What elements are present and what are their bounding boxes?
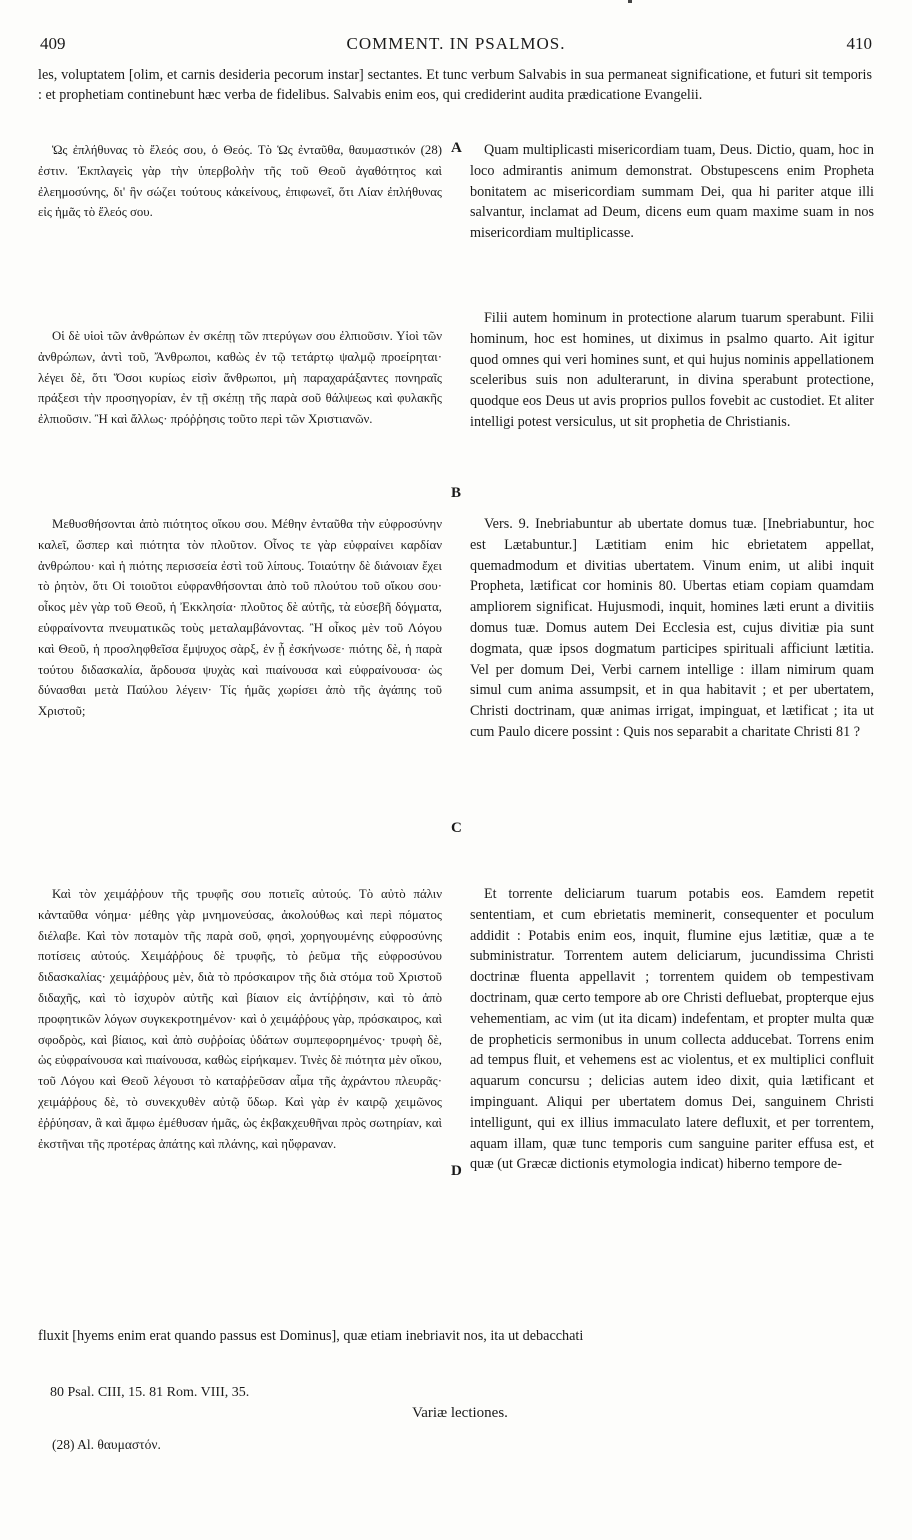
greek-paragraph-2: Οἱ δὲ υἱοὶ τῶν ἀνθρώπων ἐν σκέπῃ τῶν πτερύγων σου ἐλπιοῦσιν. Υἱοὶ τῶν ἀνθρώπων, ἀντὶ τοῦ, Ἄνθρωποι, καθὼς ἐν τῷ τετάρτῳ ψαλμῷ προείρηται· λέγει δὲ, ὅτι Ὅσοι κυρίως εἰσὶν ἄνθρωποι, μὴ παραχαράξαντες πονηραῖς πράξεσι τὴν προσηγορίαν, ἐν τῇ σκέπῃ τῆς παρὰ σοῦ θάλψεως καὶ φυλακῆς ἐλπιοῦσιν. Ἢ καὶ ἄλλως· πρόῤῥησις τοῦτο περὶ τῶν Χριστιανῶν. [38,329,442,427]
latin-paragraph-1: Quam multiplicasti misericordiam tuam, Deus. Dictio, quam, hoc in loco admirantis animum demonstrat. Obstupescens enim Propheta bonitatem ac misericordiam summam Dei, qua hi pariter atque illi salvantur, inclamat ad Deum, dicens eum quam maxime suam in nos misericordiam multiplicasse. [470,142,874,242]
greek-paragraph-3: Μεθυσθήσονται ἀπὸ πιότητος οἴκου σου. Μέθην ἐνταῦθα τὴν εὐφροσύνην καλεῖ, ὥσπερ καὶ πιότητα τὸν πλοῦτον. Οἶνος τε γὰρ εὐφραίνει καρδίαν ἀνθρώπου· καὶ ἡ πιότης περισσεία ἐστὶ τοῦ λίπους. Τοιαύτην δὲ διάνοιαν ἔχει τὸ ῥητὸν, ὅτι Οἱ τοιοῦτοι εὐφρανθήσονται ἀπὸ τοῦ πλούτου τοῦ οἴκου σου· οἶκος μὲν γὰρ τοῦ Θεοῦ, ἡ Ἐκκλησία· πλοῦτος δὲ αὐτῆς, τὰ εὐσεβῆ δόγματα, εὐφραίνοντα πνευματικῶς τοὺς μεταλαμβάνοντας. Ἢ οἶκος μὲν τοῦ Λόγου καὶ Θεοῦ, ἡ προσληφθεῖσα ἔμψυχος σὰρξ, ἐν ᾗ ἐσκήνωσε· πιότης δὲ, ἡ παρὰ τούτου διδασκαλία, ἄρδουσα ψυχὰς καὶ πιαίνουσα καὶ εὐφραίνουσα· ὡς δύνασθαι μετὰ Παύλου λέγειν· Τίς ἡμᾶς χωρίσει ἀπὸ τῆς ἀγάπης τοῦ Χριστοῦ; [38,517,442,719]
margin-marker-a: A [451,140,462,156]
page-number-right: 410 [846,34,872,53]
latin-paragraph-4: Et torrente deliciarum tuarum potabis eos. Eamdem repetit sententiam, et cum ebrietatis meminerit, consequenter et poculum addidit : Potabis enim eos, inquit, flumine ejus lætitiæ, quæ a te subministratur. Torrentem autem deliciarum, jucundissima Christi doctrinæ fluenta appellavit ; torrentem quidem ob tempestivam doctrinam, quæ certo tempore ab ore Christi defluebat, propterque ejus vehementiam, ac vim (ut ita dicam) indefentam, et propter multa quæ de propheticis sermonibus in unum collecta adducebat. Torrens enim ad tempus fluit, et vehemens est ac violentus, et ex multiplici confluit aquarum concursu ; delicias autem ideo dixit, quia lætificant et impinguant. Aliqui per ubertatem domus Dei, sanguinem Christi intelligunt, qui ex illius immaculato latere defluxit, et per torrentem, aquam illam, quæ tunc temporis cum sanguine pariter effusa est, et quæ (ut Græcæ dictionis etymologia indicat) hiberno tempore de- [470,886,874,1173]
greek-paragraph-1: Ὡς ἐπλήθυνας τὸ ἔλεός σου, ὁ Θεός. Τὸ Ὡς ἐνταῦθα, θαυμαστικόν (28) ἐστιν. Ἐκπλαγεὶς γὰρ τὴν ὑπερβολὴν τῆς τοῦ Θεοῦ ἀγαθότητος καὶ ἐλεημοσύνης, δι' ἣν σώζει τούτους κἀκείνους, ἐπιφωνεῖ, ὅτι Λίαν ἐπλήθυνας εἰς ἡμᾶς τὸ ἔλεός σου. [38,143,442,220]
print-mark [628,0,632,3]
latin-paragraph-2: Filii autem hominum in protectione alarum tuarum sperabunt. Filii hominum, hoc est homines, ut diximus in psalmo quarto. Ait igitur quod omnes qui veri homines sunt, et qui hujus nominis appellationem sceleribus suis non adulterarunt, in divina sperabunt protectione, quodque eos Deus ut avis proprios pullos fovebit ac custodiet. Et aliter intelligi potest versiculus, ut sit prophetia de Christianis. [470,310,874,430]
greek-paragraph-4: Καὶ τὸν χειμάῤῥουν τῆς τρυφῆς σου ποτιεῖς αὐτούς. Τὸ αὐτὸ πάλιν κἀνταῦθα νόημα· μέθης γὰρ μνημονεύσας, ἀκολούθως καὶ περὶ πόματος διέλαβε. Καὶ τὸν ποταμὸν τῆς παρὰ σοῦ, φησὶ, χορηγουμένης εὐφροσύνης ποτίσεις αὐτούς. Χειμάῤῥους δὲ τρυφῆς, τὸ ῥεῦμα τῆς εὐφροσύνου διδασκαλίας· χειμάῤῥους μὲν, διὰ τὸ πρόσκαιρον τῆς διὰ στόμα τοῦ Χριστοῦ διδαχῆς, καὶ τὸ ἰσχυρὸν αὐτῆς καὶ βίαιον εἰς ἀντίῤῥησιν, καὶ τὸ ἀπὸ προφητικῶν λόγων συγκεκροτημένον· καὶ ὁ χειμάῤῥους γὰρ, πρόσκαιρος, καὶ σφοδρὸς, καὶ βίαιος, καὶ ἀπὸ συῤῥοίας ὑδάτων συμπεφορημένος· τρυφὴ δὲ, ὡς εὐφραίνουσα καὶ πιαίνουσα, καθὼς εἰρήκαμεν. Τινὲς δὲ πιότητα μὲν οἴκου, τοῦ Λόγου καὶ Θεοῦ λέγουσι τὸ καταῤῥεῦσαν αἷμα τῆς ἀχράντου πλευρᾶς· χειμάῤῥους δὲ, τὸ συνεκχυθὲν αὐτῷ ὕδωρ. Καὶ γὰρ ἐν καιρῷ χειμῶνος ἐῤῥύησαν, ἃ καὶ ἄμφω ἐμέθυσαν ἡμᾶς, ὡς ἐκβακχευθῆναι πρὸς σωτηρίαν, καὶ ἐκστῆναι τῆς προτέρας ἀπάτης καὶ πλάνης, καὶ ηὔφραναν. [38,887,442,1151]
page-header [40,34,872,56]
continuation-line: fluxit [hyems enim erat quando passus est Dominus], quæ etiam inebriavit nos, ita ut debacchati [38,1328,584,1344]
variae-lectiones-heading: Variæ lectiones. [412,1405,508,1421]
latin-paragraph-3: Vers. 9. Inebriabuntur ab ubertate domus tuæ. [Inebriabuntur, hoc est Lætabuntur.] Lætitiam enim hic ebrietatem appellat, quemadmodum et divitias ubertatem. Vinum enim, ut alibi inquit Propheta, lætificat cor hominis 80. Ubertas etiam copiam quamdam ampliorem significat. Hujusmodi, inquit, homines læti erunt a divitiis domus tuæ. Domus autem Dei Ecclesia est, cujus divitiæ pia sunt dogmata, quæ ipsos dogmatum participes spirituali afficiunt lætitia. Vel per domum Dei, Verbi carnem intellige : illam nimirum quam simul cum anima assumpsit, et in qua habitavit ; et per ubertatem, Christi doctrinam, quæ animas irrigat, impinguat, et lætificat ; ita ut cum Paulo dicere possint : Quis nos separabit a charitate Christi 81 ? [470,516,874,740]
intro-paragraph: les, voluptatem [olim, et carnis desideria pecorum instar] sectantes. Et tunc verbum Salvabis in sua permaneat significatione, et futuri sit temporis : et prophetiam continebunt hæc verba de fidelibus. Salvabis enim eos, qui crediderint audita prædicatione Evangelii. [38,67,872,103]
footnotes: 80 Psal. CIII, 15. 81 Rom. VIII, 35. [50,1385,250,1400]
running-title: COMMENT. IN PSALMOS. [346,34,566,53]
margin-marker-d: D [451,1163,462,1179]
variant-reading: (28) Al. θαυμαστόν. [52,1437,161,1452]
page-number-left: 409 [40,34,66,53]
margin-marker-c: C [451,820,462,836]
margin-marker-b: B [451,485,462,501]
